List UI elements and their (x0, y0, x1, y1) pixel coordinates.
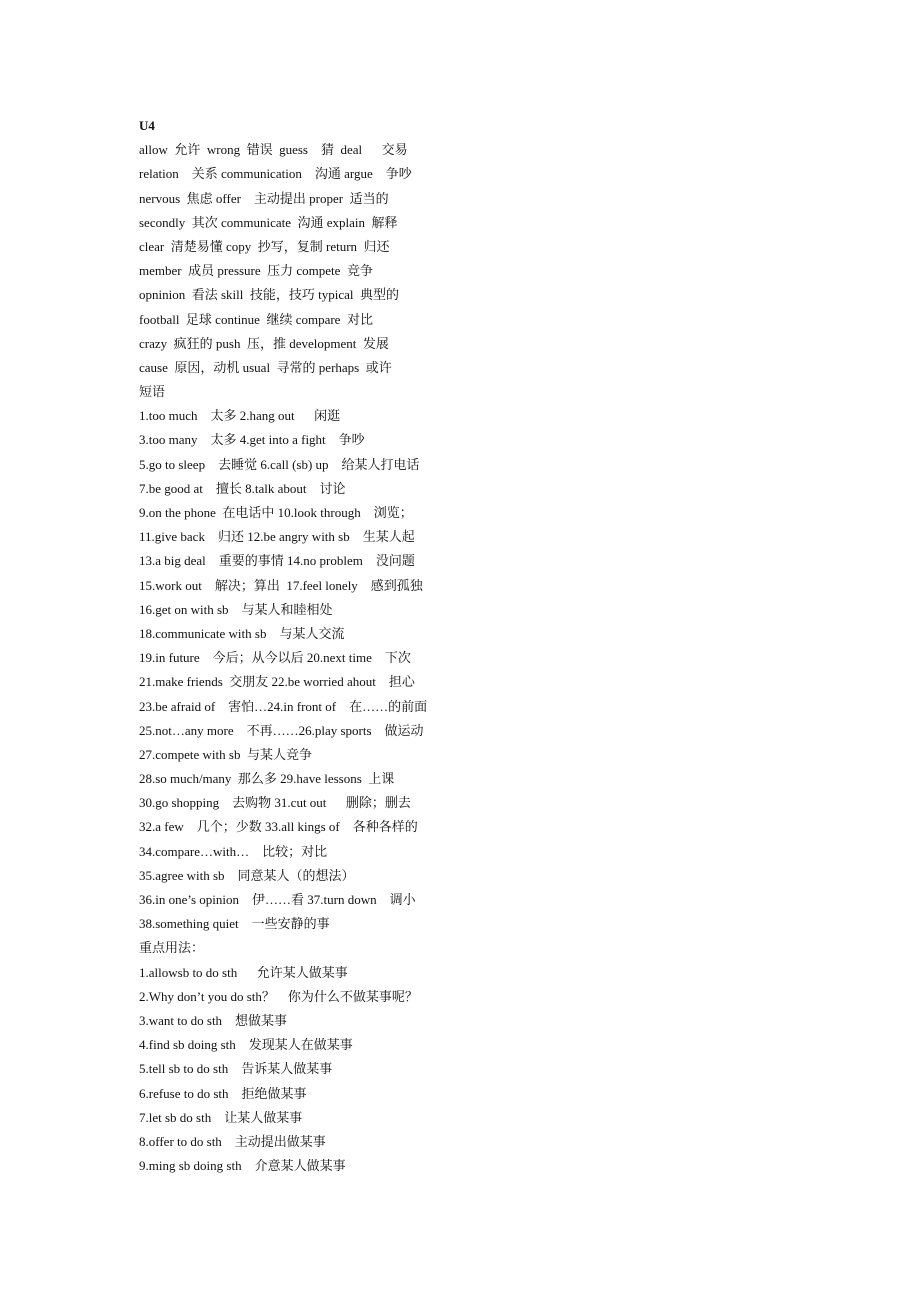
vocab-line: allow 允许 wrong 错误 guess 猜 deal 交易 (139, 142, 408, 158)
usage-list (139, 961, 839, 1179)
vocab-line: secondly 其次 communicate 沟通 explain 解释 (139, 214, 398, 230)
usage-line: 7.let sb do sth 让某人做某事 (139, 1109, 303, 1125)
usage-line: 6.refuse to do sth 拒绝做某事 (139, 1085, 307, 1101)
document-page (139, 114, 839, 1178)
phrase-line: 25.not…any more 不再……26.play sports 做运动 (139, 722, 424, 738)
phrase-list (139, 404, 839, 936)
usage-line: 9.ming sb doing sth 介意某人做某事 (139, 1158, 346, 1174)
phrase-line: 18.communicate with sb 与某人交流 (139, 625, 345, 641)
phrase-line: 1.too much 太多 2.hang out 闲逛 (139, 408, 341, 424)
vocab-line: nervous 焦虑 offer 主动提出 proper 适当的 (139, 190, 389, 206)
phrases-heading: 短语 (139, 384, 166, 400)
phrase-line: 36.in one’s opinion 伊……看 37.turn down 调小 (139, 892, 416, 907)
phrase-line: 27.compete with sb 与某人竞争 (139, 746, 312, 762)
phrase-line: 9.on the phone 在电话中 10.look through 浏览； (139, 505, 413, 520)
usage-line: 1.allowsb to do sth 允许某人做某事 (139, 964, 348, 980)
phrase-line: 34.compare…with… 比较；对比 (139, 843, 328, 859)
phrase-line: 30.go shopping 去购物 31.cut out 删除；删去 (139, 795, 411, 811)
vocab-list (139, 138, 839, 380)
phrase-line: 32.a few 几个；少数 33.all kings of 各种各样的 (139, 819, 418, 835)
phrase-line: 3.too many 太多 4.get into a fight 争吵 (139, 432, 365, 448)
phrase-line: 5.go to sleep 去睡觉 6.call (sb) up 给某人打电话 (139, 456, 420, 472)
unit-title: U4 (139, 118, 155, 133)
phrase-line: 23.be afraid of 害怕…24.in front of 在……的前面 (139, 698, 428, 714)
vocab-line: member 成员 pressure 压力 compete 竞争 (139, 263, 373, 279)
vocab-line: clear 清楚易懂 copy 抄写，复制 return 归还 (139, 238, 390, 254)
usage-line: 3.want to do sth 想做某事 (139, 1012, 288, 1028)
vocab-line: relation 关系 communication 沟通 argue 争吵 (139, 166, 412, 182)
vocab-line: cause 原因，动机 usual 寻常的 perhaps 或许 (139, 359, 392, 375)
usage-line: 2.Why don’t you do sth？ 你为什么不做某事呢？ (139, 988, 418, 1004)
vocab-line: opninion 看法 skill 技能，技巧 typical 典型的 (139, 287, 399, 303)
phrase-line: 16.get on with sb 与某人和睦相处 (139, 601, 333, 617)
vocab-line: crazy 疯狂的 push 压，推 development 发展 (139, 335, 389, 351)
phrase-line: 28.so much/many 那么多 29.have lessons 上课 (139, 771, 395, 787)
vocab-line: football 足球 continue 继续 compare 对比 (139, 311, 373, 327)
usage-heading: 重点用法： (139, 940, 205, 956)
phrase-line: 21.make friends 交朋友 22.be worried ahout 担心 (139, 674, 415, 690)
phrase-line: 15.work out 解决；算出 17.feel lonely 感到孤独 (139, 577, 423, 593)
phrase-line: 7.be good at 擅长 8.talk about 讨论 (139, 480, 346, 496)
usage-line: 8.offer to do sth 主动提出做某事 (139, 1133, 326, 1149)
phrase-line: 38.something quiet 一些安静的事 (139, 916, 330, 932)
phrase-line: 19.in future 今后；从今以后 20.next time 下次 (139, 650, 411, 666)
phrase-line: 13.a big deal 重要的事情 14.no problem 没问题 (139, 553, 415, 569)
phrase-line: 11.give back 归还 12.be angry with sb 生某人起 (139, 529, 415, 545)
usage-line: 4.find sb doing sth 发现某人在做某事 (139, 1037, 353, 1053)
phrase-line: 35.agree with sb 同意某人（的想法） (139, 867, 355, 883)
usage-line: 5.tell sb to do sth 告诉某人做某事 (139, 1061, 333, 1077)
